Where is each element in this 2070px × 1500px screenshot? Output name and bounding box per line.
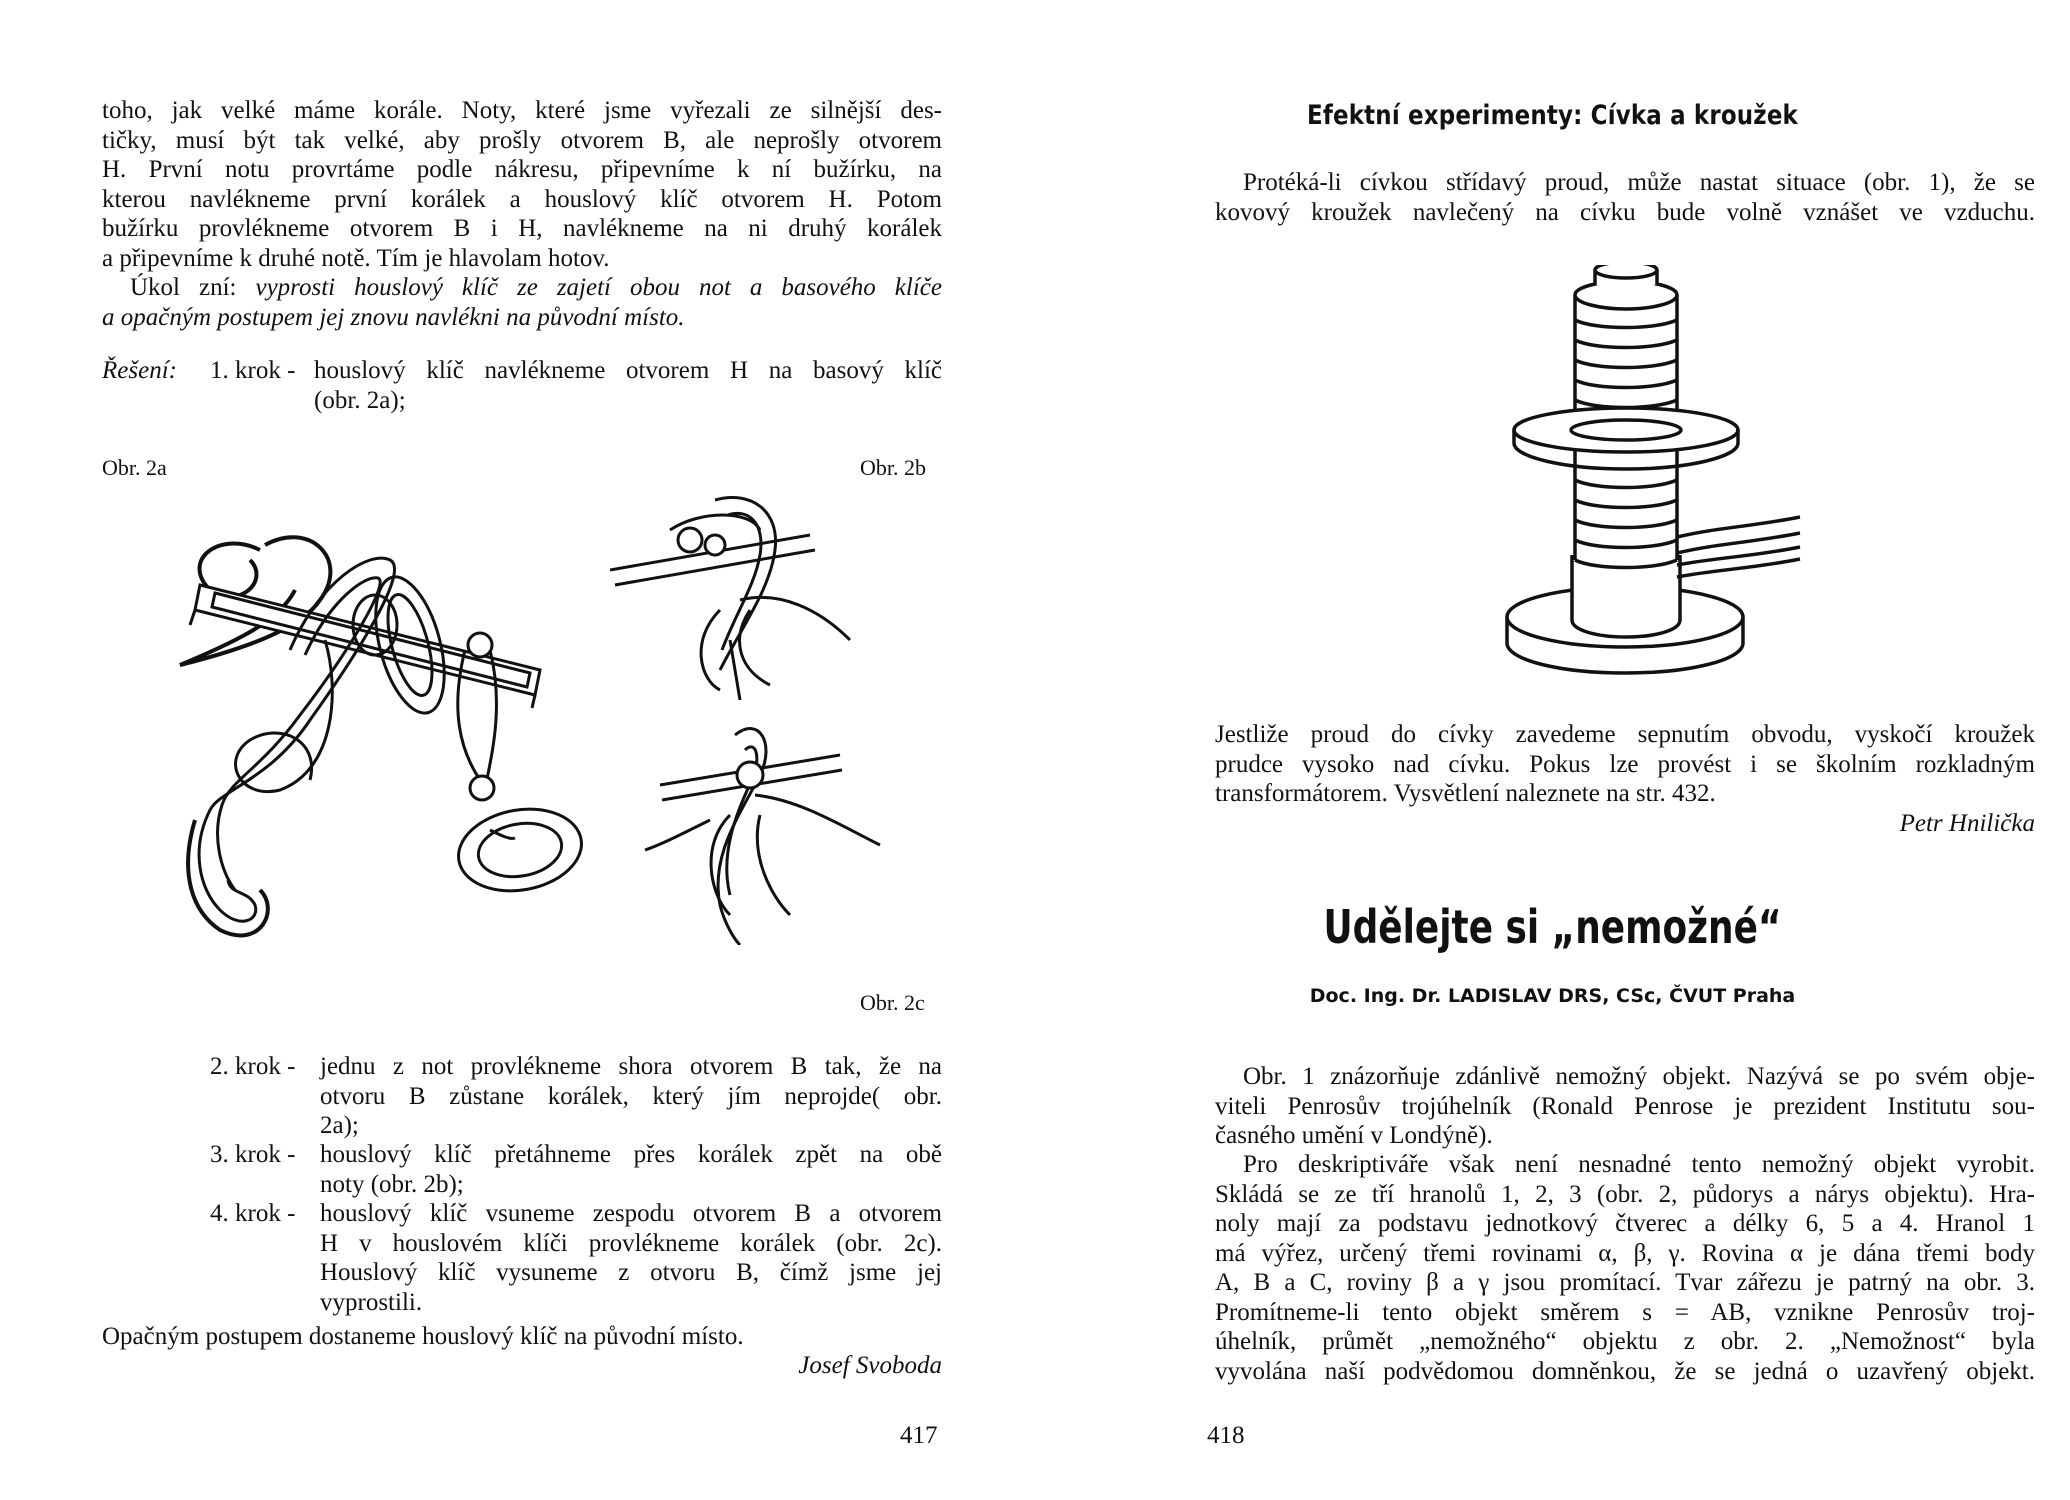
step-line: noty (obr. 2b); <box>320 1170 464 1198</box>
para-line: prudce vysoko nad cívku. Pokus lze provést i se školním rozkladným <box>1215 750 2035 778</box>
intro-line: a připevníme k druhé notě. Tím je hlavolam hotov. <box>102 244 610 272</box>
task-paragraph <box>102 273 942 332</box>
step-line: (obr. 2a); <box>314 386 406 414</box>
step-text <box>320 1052 942 1141</box>
para-line: transformátorem. Vysvětlení naleznete na str. 432. <box>1215 780 1716 807</box>
step-key: 4. krok - <box>210 1200 296 1227</box>
step-line: houslový klíč navlékneme otvorem H na basový klíč <box>314 357 942 384</box>
page-number: 418 <box>1207 1422 1245 1449</box>
para-line: Pro deskriptiváře však není nesnadné tento nemožný objekt vyrobit. <box>1243 1151 2035 1178</box>
para-line: úhelník, průmět „nemožného“ objektu z obr. 2. „Nemožnost“ byla <box>1215 1328 2035 1355</box>
intro-paragraph <box>102 96 942 273</box>
impossible-intro-paragraph <box>1215 1062 2035 1151</box>
step-line: houslový klíč přetáhneme přes korálek zpět na obě <box>320 1141 942 1168</box>
intro-line: toho, jak velké máme korále. Noty, které jsme vyřezali ze silnější des- <box>102 97 942 124</box>
fig-2a-caption: Obr. 2a <box>102 455 167 480</box>
para-line: Skládá se ze tří hranolů 1, 2, 3 (obr. 2, půdorys a nárys objektu). Hra- <box>1215 1180 2035 1208</box>
para-line: noly mají za podstavu jednotkový čtverec a délky 6, 5 a 4. Hranol 1 <box>1215 1210 2035 1237</box>
solution-label: Řešení: <box>102 357 177 384</box>
author-signature: Petr Hnilička <box>1899 810 2035 837</box>
impossible-detail-paragraph <box>1215 1150 2035 1386</box>
para-line: A, B a C, roviny β a γ jsou promítací. Tvar zářezu je patrný na obr. 3. <box>1215 1269 2035 1296</box>
right-page <box>1035 0 2070 1500</box>
author-signature: Josef Svoboda <box>798 1352 942 1379</box>
step-line: otvoru B zůstane korálek, který jím neprojde( obr. <box>320 1082 942 1110</box>
solution-step-3 <box>210 1140 942 1200</box>
intro-line: tičky, musí být tak velké, aby prošly otvorem B, ale neprošly otvorem <box>102 126 942 154</box>
para-line: Obr. 1 znázorňuje zdánlivě nemožný objekt. Nazývá se po svém obje- <box>1243 1063 2035 1090</box>
fig-2b-caption: Obr. 2b <box>860 455 926 480</box>
para-line: Protéká-li cívkou střídavý proud, může nastat situace (obr. 1), že se <box>1243 169 2035 196</box>
fig-2c-caption: Obr. 2c <box>860 990 925 1015</box>
para-line: Promítneme-li tento objekt směrem s = AB, vznikne Penrosův troj- <box>1215 1298 2035 1326</box>
coil-and-ring-illustration <box>1500 265 1820 680</box>
step-key: 2. krok - <box>210 1053 296 1080</box>
figure-2b-illustration <box>610 490 940 700</box>
solution-step-4 <box>210 1199 942 1319</box>
coil-result-paragraph <box>1215 720 2035 809</box>
figure-2c-illustration <box>640 715 940 945</box>
article-title-impossible: Udělejte si „nemožné“ <box>1323 900 1782 954</box>
step-key: 3. krok - <box>210 1141 296 1168</box>
solution-step-2 <box>210 1052 942 1142</box>
para-line: kovový kroužek navlečený na cívku bude volně vznášet ve vzduchu. <box>1215 198 2035 226</box>
article-byline: Doc. Ing. Dr. LADISLAV DRS, CSc, ČVUT Praha <box>1309 985 1796 1007</box>
coil-intro-paragraph <box>1215 168 2035 227</box>
intro-line: H. První notu provrtáme podle nákresu, připevníme k ní bužírku, na <box>102 156 942 183</box>
article-title-coil: Efektní experimenty: Cívka a kroužek <box>1306 100 1799 131</box>
para-line: viteli Penrosův trojúhelník (Ronald Penrose je prezident Institutu sou- <box>1215 1092 2035 1120</box>
step-line: 2a); <box>320 1112 359 1139</box>
step-text <box>320 1199 942 1317</box>
para-line: vyvolána naší podvědomou domněnkou, že se jedná o uzavřený objekt. <box>1215 1357 2035 1385</box>
para-line: má výřez, určený třemi rovinami α, β, γ. Rovina α je dána třemi body <box>1215 1239 2035 1267</box>
solution-step-1 <box>102 356 942 416</box>
figure-2a-puzzle-illustration <box>160 490 620 950</box>
step-line: H v houslovém klíči provlékneme korálek (obr. 2c). <box>320 1229 942 1257</box>
step-line: jednu z not provlékneme shora otvorem B tak, že na <box>320 1053 942 1080</box>
task-line-2: a opačným postupem jej znovu navlékni na původní místo. <box>102 303 685 331</box>
step-text <box>320 1140 942 1199</box>
step-text <box>314 356 942 415</box>
step-key: 1. krok - <box>210 357 296 384</box>
step-line: houslový klíč vsuneme zespodu otvorem B a otvorem <box>320 1200 942 1227</box>
closing-sentence: Opačným postupem dostaneme houslový klíč na původní místo. <box>102 1323 744 1350</box>
task-prefix: Úkol zní: <box>130 274 256 301</box>
para-line: časného umění v Londýně). <box>1215 1122 1493 1149</box>
step-line: Houslový klíč vysuneme z otvoru B, čímž jsme jej <box>320 1259 942 1286</box>
step-line: vyprostili. <box>320 1288 423 1316</box>
task-text: vyprosti houslový klíč ze zajetí obou not a basového klíče <box>255 274 942 301</box>
intro-line: bužírku provlékneme otvorem B i H, navlékneme na ni druhý korálek <box>102 215 942 242</box>
task-line-1 <box>102 273 942 303</box>
para-line: Jestliže proud do cívky zavedeme sepnutím obvodu, vyskočí kroužek <box>1215 721 2035 748</box>
intro-line: kterou navlékneme první korálek a houslový klíč otvorem H. Potom <box>102 185 942 213</box>
page-number: 417 <box>900 1422 938 1449</box>
